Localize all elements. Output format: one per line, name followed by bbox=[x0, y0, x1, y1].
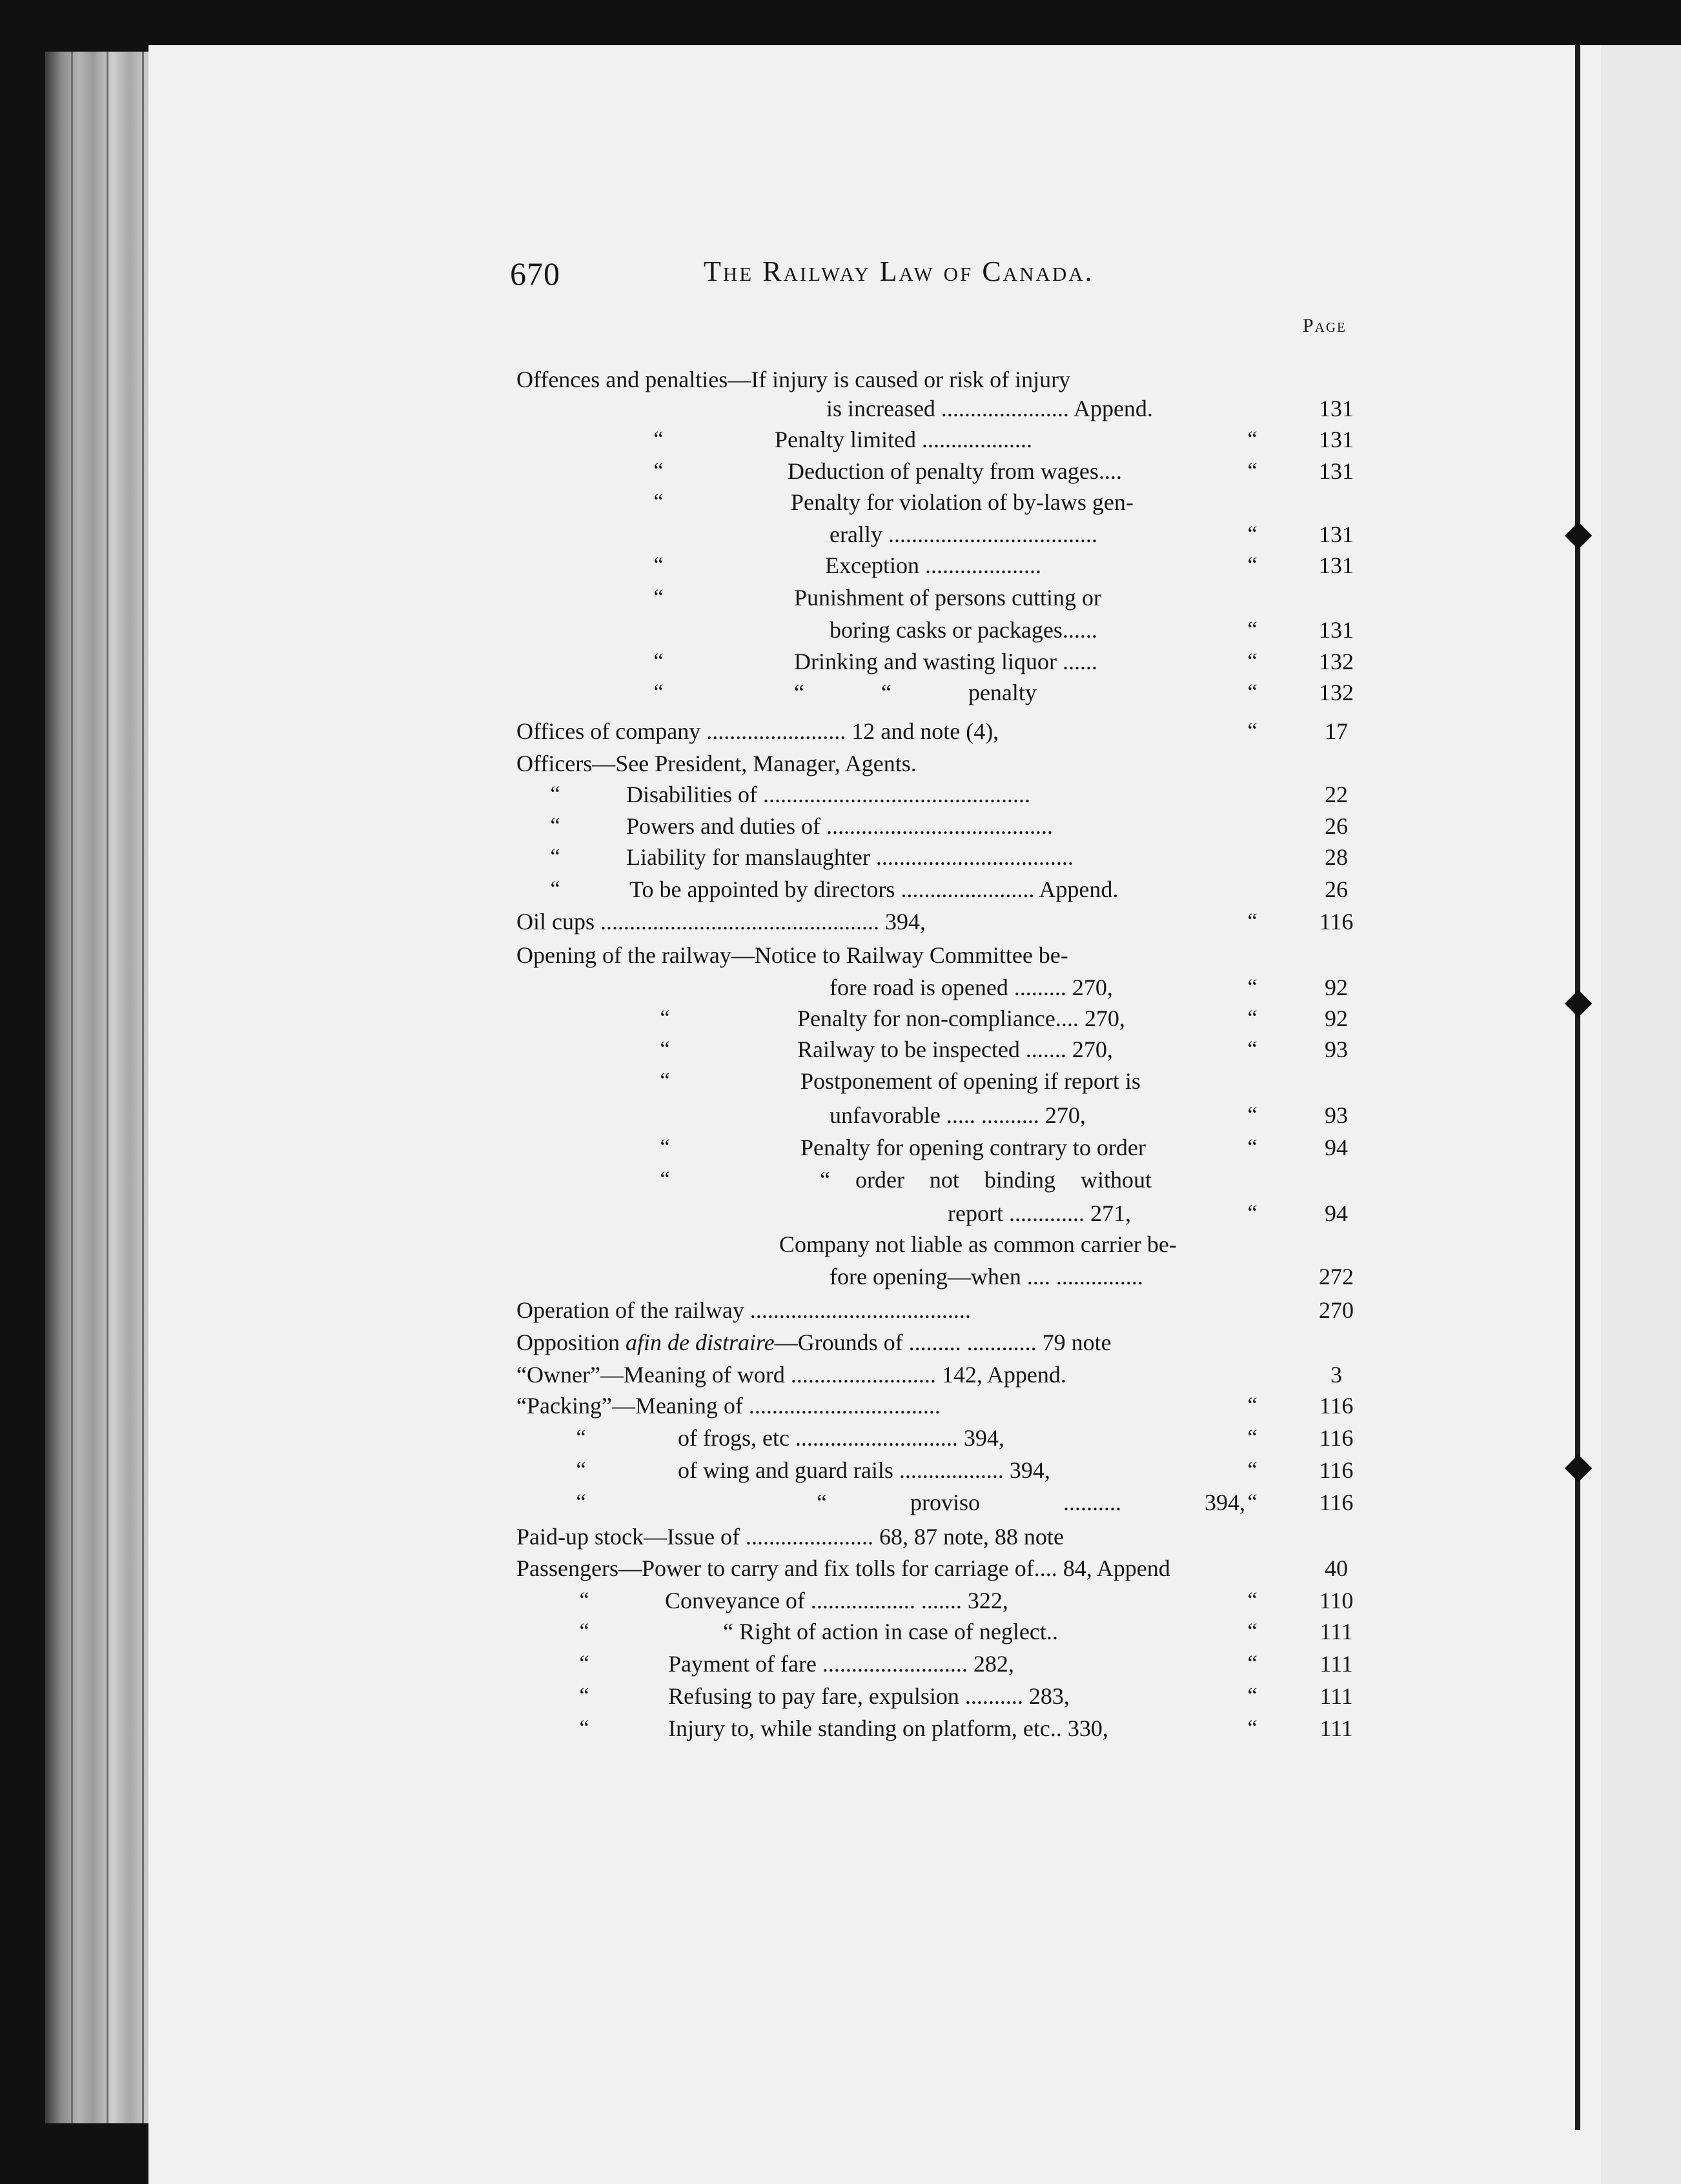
index-line: Railway to be inspected ....... 270, bbox=[797, 1036, 1113, 1062]
index-line: Paid-up stock—Issue of ...................... 68, 87 note, 88 note bbox=[516, 1524, 1064, 1550]
page-ref: 110 bbox=[1319, 1588, 1354, 1613]
ditto-mark: “ bbox=[1247, 1619, 1258, 1643]
ditto-mark: “ bbox=[579, 1619, 589, 1643]
index-line: Operation of the railway ...................................... bbox=[516, 1297, 971, 1323]
index-line: To be appointed by directors ....................... Append. bbox=[629, 876, 1119, 902]
index-line: Penalty for opening contrary to order bbox=[800, 1135, 1146, 1160]
page-ref: 132 bbox=[1319, 649, 1354, 674]
page-ref: 111 bbox=[1319, 1683, 1353, 1709]
index-line: Postponement of opening if report is bbox=[800, 1068, 1141, 1094]
page-ref: 26 bbox=[1325, 813, 1348, 839]
ditto-mark: “ bbox=[1247, 1037, 1258, 1061]
index-line: “Owner”—Meaning of word ......................... 142, Append. bbox=[516, 1362, 1066, 1388]
ditto-mark: “ bbox=[660, 1069, 670, 1093]
index-line: Powers and duties of ....................................... bbox=[626, 813, 1053, 839]
ditto-mark: “ bbox=[1247, 1393, 1258, 1417]
ditto-mark: “ bbox=[579, 1588, 589, 1612]
index-line: of frogs, etc ............................ 394, bbox=[678, 1425, 1004, 1451]
ditto-mark: “ bbox=[1247, 459, 1258, 483]
ditto-mark: “ bbox=[550, 877, 560, 901]
index-line: fore opening—when .... ............... bbox=[830, 1264, 1143, 1289]
ditto-mark: “ bbox=[579, 1652, 589, 1675]
ditto-mark: “ bbox=[660, 1037, 670, 1061]
index-line: Offences and penalties—If injury is caused or risk of injury bbox=[516, 367, 1071, 392]
ditto-mark: “ bbox=[576, 1426, 586, 1450]
ditto-mark: “ bbox=[653, 459, 664, 483]
index-line: erally .................................... bbox=[830, 521, 1097, 547]
ditto-mark: “ bbox=[1247, 1588, 1258, 1612]
page-ref: 116 bbox=[1319, 1457, 1354, 1483]
index-line: Exception .................... bbox=[825, 552, 1041, 578]
page-ref: 131 bbox=[1319, 458, 1354, 484]
ditto-mark: “ bbox=[1247, 522, 1258, 546]
page-ref: 131 bbox=[1319, 521, 1354, 547]
page-ref: 111 bbox=[1319, 1715, 1353, 1741]
page-ref: 40 bbox=[1325, 1555, 1348, 1581]
ditto-mark: “ bbox=[1247, 1103, 1258, 1127]
index-line: Company not liable as common carrier be- bbox=[779, 1231, 1177, 1257]
index-line: is increased ...................... Append. bbox=[826, 396, 1153, 421]
page-number: 670 bbox=[510, 256, 560, 292]
index-line: Penalty limited ................... bbox=[775, 427, 1032, 452]
page-ref: 92 bbox=[1325, 975, 1348, 1000]
index-line: Opening of the railway—Notice to Railway Committee be- bbox=[516, 942, 1068, 968]
page-ref: 270 bbox=[1319, 1297, 1354, 1323]
ditto-mark: “ bbox=[1247, 1006, 1258, 1030]
index-line: unfavorable ..... .......... 270, bbox=[830, 1102, 1086, 1128]
ditto-mark: “ bbox=[1247, 719, 1258, 743]
ditto-mark: “ bbox=[1247, 1684, 1258, 1708]
page-ref: 131 bbox=[1319, 617, 1354, 643]
page-ref: 116 bbox=[1319, 1393, 1354, 1419]
page-ref: 111 bbox=[1319, 1651, 1353, 1677]
ditto-mark: “ bbox=[1247, 1490, 1258, 1514]
index-line: Injury to, while standing on platform, etc.. 330, bbox=[668, 1715, 1108, 1741]
page-ref: 17 bbox=[1325, 718, 1348, 744]
ditto-mark: “ bbox=[1247, 553, 1258, 577]
page-ref: 131 bbox=[1319, 427, 1354, 452]
page-ref: 93 bbox=[1325, 1036, 1348, 1062]
ditto-mark: “ bbox=[653, 649, 664, 673]
index-line: fore road is opened ......... 270, bbox=[830, 975, 1113, 1000]
index-line: Drinking and wasting liquor ...... bbox=[794, 649, 1097, 674]
page-ref: 28 bbox=[1325, 844, 1348, 870]
ditto-mark: “ bbox=[660, 1135, 670, 1159]
index-line: Passengers—Power to carry and fix tolls for carriage of.... 84, Append bbox=[516, 1555, 1170, 1581]
index-line: Disabilities of .............................................. bbox=[626, 782, 1030, 807]
ditto-mark: “ bbox=[660, 1006, 670, 1030]
ditto-mark: “ bbox=[1247, 618, 1258, 642]
page-ref: 111 bbox=[1319, 1619, 1353, 1644]
index-line: “ proviso .......... 394, bbox=[817, 1490, 1245, 1515]
index-line: Conveyance of .................. ....... 322, bbox=[665, 1588, 1008, 1613]
ditto-mark: “ bbox=[660, 1168, 670, 1191]
ditto-mark: “ bbox=[653, 680, 664, 704]
index-line: Liability for manslaughter .................................. bbox=[626, 844, 1074, 870]
index-line: of wing and guard rails .................. 394, bbox=[678, 1457, 1050, 1483]
page-ref: 94 bbox=[1325, 1200, 1348, 1226]
ditto-mark: “ bbox=[1247, 1426, 1258, 1450]
index-line: Penalty for violation of by-laws gen- bbox=[791, 489, 1134, 515]
ditto-mark: “ bbox=[550, 845, 560, 869]
index-line: Refusing to pay fare, expulsion .......... 283, bbox=[668, 1683, 1070, 1709]
ditto-mark: “ bbox=[1247, 909, 1258, 933]
page-title: The Railway Law of Canada. bbox=[704, 256, 1094, 287]
index-line: Opposition afin de distraire—Grounds of ......... ............ 79 note bbox=[516, 1330, 1112, 1355]
page-ref: 116 bbox=[1319, 1425, 1354, 1451]
index-line: Officers—See President, Manager, Agents. bbox=[516, 751, 917, 776]
ditto-mark: “ bbox=[576, 1490, 586, 1514]
page-ref: 131 bbox=[1319, 552, 1354, 578]
page-ref: 3 bbox=[1330, 1362, 1342, 1388]
index-line: Offices of company ........................ 12 and note (4), bbox=[516, 718, 999, 744]
ditto-mark: “ bbox=[550, 814, 560, 838]
page-ref: 272 bbox=[1319, 1264, 1354, 1289]
ditto-mark: “ bbox=[1247, 1458, 1258, 1482]
index-line: “ “ penalty bbox=[794, 680, 1037, 705]
index-line: boring casks or packages...... bbox=[830, 617, 1097, 643]
index-line: “ order not binding without bbox=[820, 1167, 1152, 1193]
index-line: “ Right of action in case of neglect.. bbox=[723, 1619, 1058, 1644]
page-ref: 94 bbox=[1325, 1135, 1348, 1160]
page-ref: 131 bbox=[1319, 396, 1354, 421]
ditto-mark: “ bbox=[1247, 649, 1258, 673]
page-ref: 116 bbox=[1319, 909, 1354, 935]
ditto-mark: “ bbox=[653, 585, 664, 609]
index-line: Deduction of penalty from wages.... bbox=[788, 458, 1122, 484]
ditto-mark: “ bbox=[653, 553, 664, 577]
ditto-mark: “ bbox=[653, 427, 664, 451]
index-line: Punishment of persons cutting or bbox=[794, 585, 1101, 611]
ditto-mark: “ bbox=[576, 1458, 586, 1482]
page-column-heading: Page bbox=[1303, 315, 1347, 336]
index-line: Oil cups ................................................ 394, bbox=[516, 909, 926, 935]
ditto-mark: “ bbox=[579, 1716, 589, 1740]
ditto-mark: “ bbox=[1247, 427, 1258, 451]
ditto-mark: “ bbox=[1247, 1135, 1258, 1159]
page-ref: 26 bbox=[1325, 876, 1348, 902]
index-line: Penalty for non-compliance.... 270, bbox=[797, 1006, 1125, 1031]
ditto-mark: “ bbox=[1247, 1716, 1258, 1740]
ditto-mark: “ bbox=[579, 1684, 589, 1708]
page-ref: 116 bbox=[1319, 1490, 1354, 1515]
ditto-mark: “ bbox=[550, 782, 560, 806]
ditto-mark: “ bbox=[1247, 1652, 1258, 1675]
page-ref: 92 bbox=[1325, 1006, 1348, 1031]
ditto-mark: “ bbox=[1247, 1201, 1258, 1225]
ditto-mark: “ bbox=[653, 490, 664, 514]
ditto-mark: “ bbox=[1247, 680, 1258, 704]
index-line: Payment of fare ......................... 282, bbox=[668, 1651, 1014, 1677]
page-ref: 22 bbox=[1325, 782, 1348, 807]
page-ref: 93 bbox=[1325, 1102, 1348, 1128]
index-line: report ............. 271, bbox=[948, 1200, 1131, 1226]
page-ref: 132 bbox=[1319, 680, 1354, 705]
index-line: “Packing”—Meaning of ................................. bbox=[516, 1393, 941, 1419]
ditto-mark: “ bbox=[1247, 975, 1258, 999]
